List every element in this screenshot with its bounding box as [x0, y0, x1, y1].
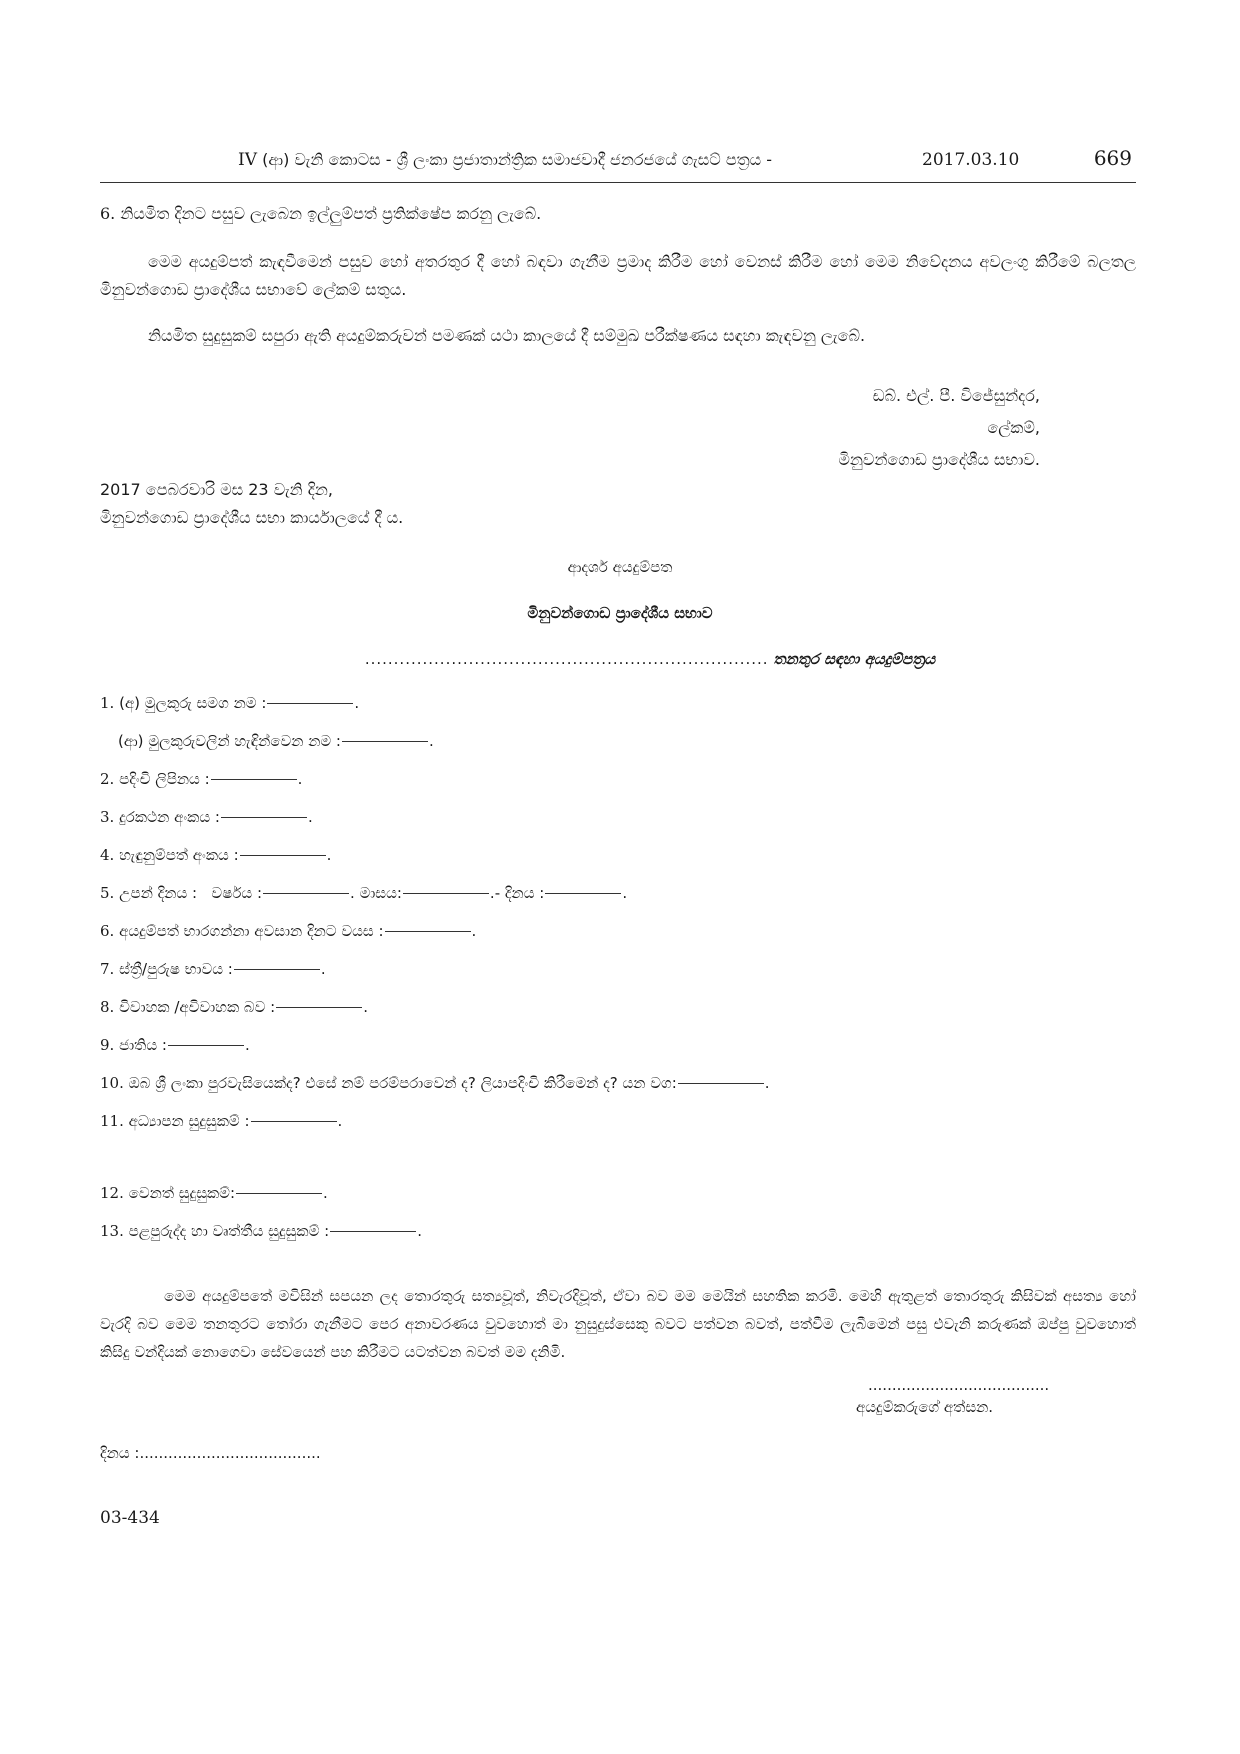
date-dots[interactable]: ...................................... — [139, 1444, 321, 1462]
post-name-dots: ...................................................................... — [364, 650, 769, 668]
form-organization: මිනුවන්ගොඩ ප්‍රාදේශීය සභාව — [527, 604, 713, 622]
field-date-of-birth: 5. උපන් දිනය : වර්ෂය : . මාසය: .- දිනය : . — [100, 884, 628, 902]
field-year-line[interactable] — [263, 893, 349, 894]
header-title — [238, 150, 772, 170]
field-blank-line[interactable] — [221, 817, 307, 818]
post-application-label: තනතුර සඳහා අයදුම්පත්‍රය — [773, 650, 936, 668]
field-name-denoted-by-initials: (ආ) මුලකුරුවලින් හැඳින්වෙන නම : . — [118, 732, 434, 750]
field-day-line[interactable] — [545, 893, 621, 894]
field-experience: 13. පළපුරුද්ද හා වෘත්තීය සුදුසුකම් : . — [100, 1222, 422, 1240]
header-part: IV — [238, 150, 257, 170]
paragraph-interview: නියමිත සුදුසුකම් සපුරා ඇති අයදුම්කරුවන් පමණක් යථා කාලයේ දී සම්මුඛ පරීක්ෂණය සඳහා කැඳවනු ලැබේ. — [148, 326, 866, 345]
dated-place-block — [100, 476, 403, 532]
field-name-with-initials: 1. (අ) මුලකුරු සමග නම : . — [100, 694, 360, 712]
field-blank-line[interactable] — [211, 779, 297, 780]
secretary-name: ඩබ්. එල්. පී. විජේසුන්දර, — [872, 386, 1040, 405]
field-citizenship: 10. ඔබ ශ්‍රී ලංකා පුරවැසියෙක්ද? එසේ නම් පරම්පරාවෙන් ද? ලියාපදිංචි කිරීමෙන් ද? යන වග: . — [100, 1074, 770, 1092]
field-blank-line[interactable] — [236, 1193, 322, 1194]
secretary-role: ලේකම්, — [987, 418, 1040, 437]
page-header — [100, 146, 1136, 176]
form-post-line — [0, 650, 1240, 668]
field-education: 11. අධ්‍යාපන සුදුසුකම් : . — [100, 1112, 343, 1130]
header-title-text: (ආ) වැනි කොටස - ශ්‍රී ලංකා ප්‍රජාතාන්ත්‍රික සමාජවාදී ජනරජයේ ගැසට් පත්‍රය - — [262, 150, 773, 169]
notice-code: 03-434 — [100, 1508, 160, 1528]
paragraph-cancellation: මෙම අයදුම්පත් කැඳවීමෙන් පසුව හෝ අතරතුර දී හෝ බඳවා ගැනීම ප්‍රමාද කිරීම හෝ වෙනස් කිරීම හෝ මෙම නිවේදනය අවලංගු කිරීමේ බලතල මිනුවන්ගොඩ ප්‍රාදේශීය සභාවේ ලේකම් සතුය. — [100, 252, 1136, 299]
page-number: 669 — [1093, 146, 1132, 170]
date-line — [100, 1444, 321, 1462]
form-title: ආදර්ශ අයදුම්පත — [567, 558, 673, 576]
date-label: දිනය : — [100, 1444, 140, 1462]
field-age: 6. අයදුම්පත් භාරගන්නා අවසාන දිනට වයස : . — [100, 922, 477, 940]
field-marital-status: 8. විවාහක /අවිවාහක බව : . — [100, 998, 369, 1016]
field-blank-line[interactable] — [330, 1231, 416, 1232]
item-6-text: නියමිත දිනට පසුව ලැබෙන ඉල්ලුම්පත් ප්‍රතික්ෂේප කරනු ලැබේ. — [120, 204, 542, 223]
field-blank-line[interactable] — [267, 703, 353, 704]
field-gender: 7. ස්ත්‍රී/පුරුෂ භාවය : . — [100, 960, 326, 978]
dated-line-2: මිනුවන්ගොඩ ප්‍රාදේශීය සභා කාර්යාලයේ දී ය. — [100, 508, 404, 527]
applicant-signature-dots[interactable]: ...................................... — [868, 1376, 1050, 1394]
header-rule — [100, 182, 1136, 183]
field-blank-line[interactable] — [678, 1083, 764, 1084]
field-blank-line[interactable] — [251, 1121, 337, 1122]
field-blank-line[interactable] — [342, 741, 428, 742]
declaration-paragraph: මෙම අයදුම්පතේ මවිසින් සපයන ලද තොරතුරු සත්‍යවූත්, නිවැරදිවූත්, ඒවා බව මම මෙයින් සහතික කරමි. මෙහි ඇතුළත් තොරතුරු කිසිවක් අසත්‍ය හෝ වැරදි බව මෙම තනතුරට තෝරා ගැනීමට පෙර අනාවරණය වුවහොත් මා නුසුදුස්සෙකු බවට පත්වන බවත්, පත්වීම ලැබීමෙන් පසු එවැනි කරුණක් ඔප්පු වුවහොත් කිසිදු වන්දියක් නොගෙවා සේවයෙන් පහ කිරීමට යටත්වන බවත් මම දනිමි. — [100, 1287, 1136, 1361]
applicant-signature-label: අයදුම්කරුගේ අත්සන. — [856, 1398, 994, 1416]
field-nic-number: 4. හැඳුනුම්පත් අංකය : . — [100, 846, 332, 864]
field-telephone: 3. දුරකථන අංකය : . — [100, 808, 313, 826]
secretary-office: මිනුවන්ගොඩ ප්‍රාදේශීය සභාව. — [838, 450, 1040, 469]
field-blank-line[interactable] — [234, 969, 320, 970]
item-6 — [100, 200, 541, 228]
field-blank-line[interactable] — [385, 931, 471, 932]
field-month-line[interactable] — [403, 893, 489, 894]
field-address: 2. පදිංචි ලිපිනය : . — [100, 770, 303, 788]
field-blank-line[interactable] — [276, 1007, 362, 1008]
dated-line-1: 2017 පෙබරවාරි මස 23 වැනි දින, — [100, 480, 333, 499]
field-blank-line[interactable] — [168, 1045, 244, 1046]
header-date: 2017.03.10 — [922, 150, 1020, 170]
field-other-qualifications: 12. වෙනත් සුදුසුකම්: . — [100, 1184, 328, 1202]
secretary-signature-block — [780, 380, 1040, 476]
field-blank-line[interactable] — [240, 855, 326, 856]
field-nationality: 9. ජාතිය : . — [100, 1036, 250, 1054]
item-6-number: 6. — [100, 204, 116, 223]
